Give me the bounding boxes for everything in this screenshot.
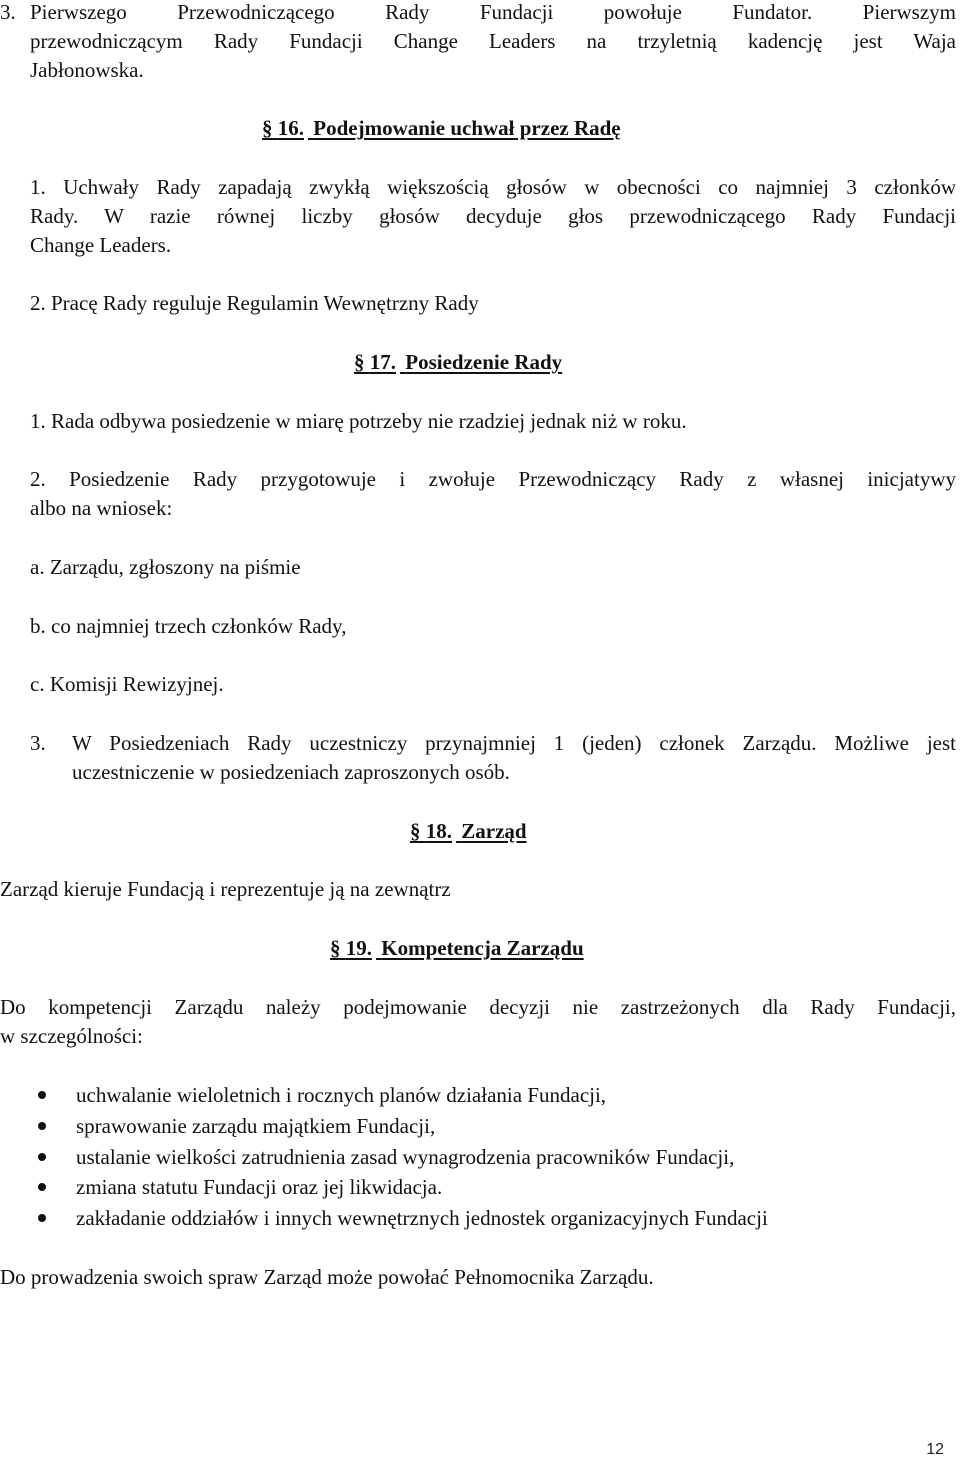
list-item: zmiana statutu Fundacji oraz jej likwidacja. — [76, 1175, 443, 1199]
sec16-p1-line3: Change Leaders. — [30, 233, 172, 257]
section-19-title: Kompetencja Zarządu — [381, 936, 584, 960]
sec17-p2-line2: albo na wniosek: — [30, 496, 173, 520]
sec17-item-a: a. Zarządu, zgłoszony na piśmie — [30, 555, 301, 579]
sec17-p3-line2: uczestniczenie w posiedzeniach zaproszonych osób. — [72, 760, 510, 784]
section-symbol: § — [262, 116, 273, 140]
list-item: ustalanie wielkości zatrudnienia zasad wynagrodzenia pracowników Fundacji, — [76, 1145, 735, 1169]
list-item: zakładanie oddziałów i innych wewnętrznych jednostek organizacyjnych Fundacji — [76, 1206, 768, 1230]
section-17-heading — [354, 347, 562, 377]
bullet-icon — [38, 1122, 46, 1130]
section-16-number: 16. — [277, 116, 304, 140]
sec17-p2-line1: 2. Posiedzenie Rady przygotowuje i zwołuje Przewodniczący Rady z własnej inicjatywy — [30, 467, 956, 491]
section-17-number: 17. — [369, 350, 396, 374]
sec17-p1: 1. Rada odbywa posiedzenie w miarę potrzeby nie rzadziej jednak niż w roku. — [30, 409, 687, 433]
section-19-number: 19. — [345, 936, 372, 960]
section-18-number: 18. — [425, 819, 452, 843]
sec18-text: Zarząd kieruje Fundacją i reprezentuje ją na zewnątrz — [0, 877, 451, 901]
section-19-heading — [330, 933, 584, 963]
bullet-icon — [38, 1183, 46, 1191]
sec16-p2: 2. Pracę Rady reguluje Regulamin Wewnętrzny Rady — [30, 291, 479, 315]
bullet-icon — [38, 1091, 46, 1099]
section-18-heading — [410, 816, 527, 846]
sec16-p1-line2: Rady. W razie równej liczby głosów decyduje głos przewodniczącego Rady Fundacji — [30, 204, 956, 228]
sec17-p3-line1: W Posiedzeniach Rady uczestniczy przynajmniej 1 (jeden) członek Zarządu. Możliwe jest — [72, 731, 956, 755]
section-symbol: § — [330, 936, 341, 960]
section-18-title: Zarząd — [461, 819, 527, 843]
page-number: 12 — [926, 1441, 944, 1458]
sec19-intro-line1: Do kompetencji Zarządu należy podejmowanie decyzji nie zastrzeżonych dla Rady Fundacji, — [0, 995, 956, 1019]
sec19-closing: Do prowadzenia swoich spraw Zarząd może powołać Pełnomocnika Zarządu. — [0, 1265, 654, 1289]
bullet-icon — [38, 1153, 46, 1161]
list-item: sprawowanie zarządu majątkiem Fundacji, — [76, 1114, 436, 1138]
bullet-icon — [38, 1214, 46, 1222]
section-symbol: § — [410, 819, 421, 843]
section-17-title: Posiedzenie Rady — [405, 350, 563, 374]
list-item: uchwalanie wieloletnich i rocznych planów działania Fundacji, — [76, 1083, 607, 1107]
sec17-item-b: b. co najmniej trzech członków Rady, — [30, 614, 347, 638]
sec16-p1-line1: 1. Uchwały Rady zapadają zwykłą większością głosów w obecności co najmniej 3 członków — [30, 175, 956, 199]
section-symbol: § — [354, 350, 365, 374]
sec17-p3-number: 3. — [30, 731, 46, 755]
sec15-p3-line2: przewodniczącym Rady Fundacji Change Leaders na trzyletnią kadencję jest Waja — [30, 29, 956, 53]
sec19-intro-line2: w szczególności: — [0, 1024, 143, 1048]
sec15-p3-number: 3. — [0, 0, 16, 24]
sec15-p3-line1: Pierwszego Przewodniczącego Rady Fundacji powołuje Fundator. Pierwszym — [30, 0, 956, 24]
section-16-heading — [262, 113, 621, 143]
section-16-title: Podejmowanie uchwał przez Radę — [313, 116, 621, 140]
sec15-p3-line3: Jabłonowska. — [30, 58, 144, 82]
sec17-item-c: c. Komisji Rewizyjnej. — [30, 672, 224, 696]
